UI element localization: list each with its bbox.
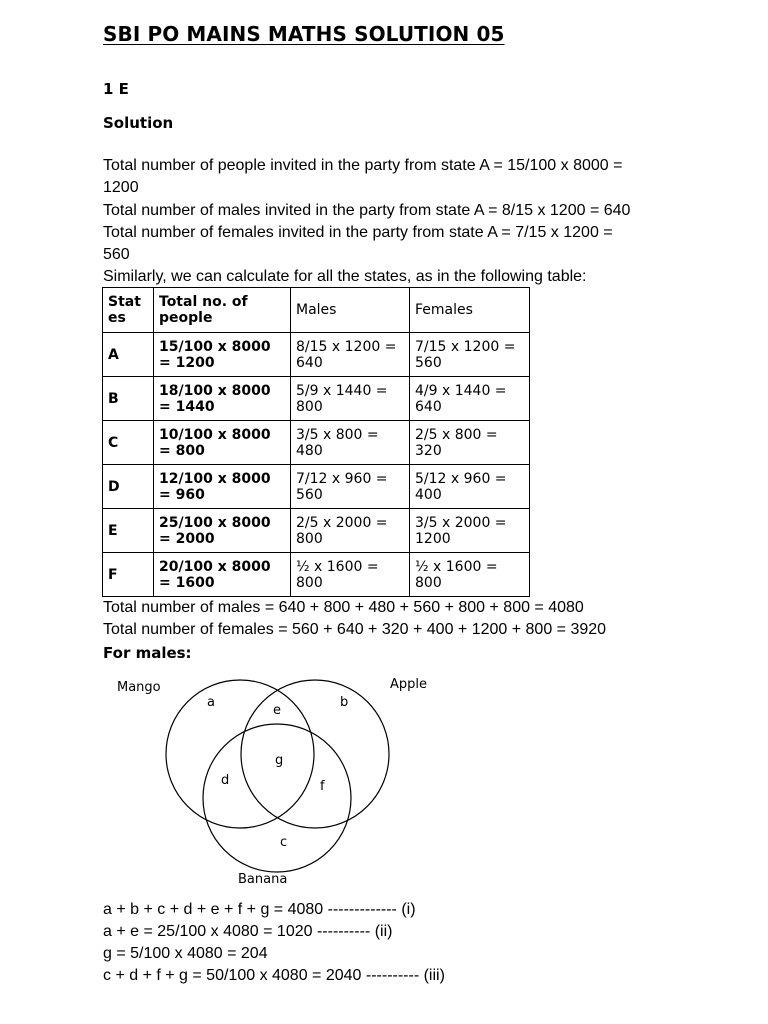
region-label-d: d — [221, 773, 230, 788]
intro-line: 1200 — [103, 179, 139, 197]
cell-state: B — [103, 377, 154, 421]
set-label-apple: Apple — [390, 677, 428, 692]
cell-males: 5/9 x 1440 = 800 — [291, 377, 410, 421]
cell-state: A — [103, 333, 154, 377]
intro-line: Total number of females invited in the party from state A = 7/15 x 1200 = — [103, 223, 613, 241]
header-states: Stat es — [103, 288, 154, 333]
cell-females: 2/5 x 800 = 320 — [410, 421, 530, 465]
table-row — [103, 465, 530, 509]
cell-females: 5/12 x 960 = 400 — [410, 465, 530, 509]
cell-females: ½ x 1600 = 800 — [410, 553, 530, 597]
banana-circle — [203, 724, 351, 872]
table-row — [103, 509, 530, 553]
cell-total: 25/100 x 8000 = 2000 — [154, 509, 291, 553]
set-label-mango: Mango — [117, 680, 161, 695]
cell-males: 3/5 x 800 = 480 — [291, 421, 410, 465]
question-label: 1 E — [103, 80, 129, 98]
cell-females: 4/9 x 1440 = 640 — [410, 377, 530, 421]
intro-line: Total number of people invited in the party from state A = 15/100 x 8000 = — [103, 157, 623, 174]
table-row — [103, 377, 530, 421]
table-row — [103, 553, 530, 597]
mango-circle — [166, 680, 314, 828]
cell-males: 2/5 x 2000 = 800 — [291, 509, 410, 553]
equation-line: a + b + c + d + e + f + g = 4080 ------------- (i) — [103, 901, 416, 918]
equation-line: c + d + f + g = 50/100 x 4080 = 2040 ---------- (iii) — [103, 967, 445, 984]
apple-circle — [241, 680, 389, 828]
cell-females: 7/15 x 1200 = 560 — [410, 333, 530, 377]
header-males: Males — [291, 288, 410, 333]
region-label-a: a — [207, 695, 215, 710]
table-row — [103, 333, 530, 377]
cell-state: F — [103, 553, 154, 597]
region-label-b: b — [340, 695, 349, 710]
intro-paragraph — [103, 155, 663, 289]
venn-diagram — [100, 668, 460, 893]
intro-line: 560 — [103, 246, 130, 264]
set-label-banana: Banana — [238, 872, 288, 887]
cell-males: ½ x 1600 = 800 — [291, 553, 410, 597]
cell-total: 15/100 x 8000 = 1200 — [154, 333, 291, 377]
solution-label: Solution — [103, 114, 174, 132]
equation-line: g = 5/100 x 4080 = 204 — [103, 945, 268, 962]
region-label-e: e — [273, 703, 281, 718]
cell-males: 7/12 x 960 = 560 — [291, 465, 410, 509]
intro-line: Similarly, we can calculate for all the states, as in the following table: — [103, 268, 587, 286]
cell-state: C — [103, 421, 154, 465]
page-title: SBI PO MAINS MATHS SOLUTION 05 — [103, 22, 505, 46]
table-row — [103, 421, 530, 465]
cell-males: 8/15 x 1200 = 640 — [291, 333, 410, 377]
region-label-c: c — [280, 835, 288, 850]
region-label-g: g — [275, 753, 284, 768]
cell-total: 18/100 x 8000 = 1440 — [154, 377, 291, 421]
equation-line: a + e = 25/100 x 4080 = 1020 ---------- (ii) — [103, 923, 393, 940]
states-table — [102, 287, 530, 597]
cell-total: 12/100 x 8000 = 960 — [154, 465, 291, 509]
cell-state: D — [103, 465, 154, 509]
cell-females: 3/5 x 2000 = 1200 — [410, 509, 530, 553]
header-total-people: Total no. of people — [154, 288, 291, 333]
total-females-line: Total number of females = 560 + 640 + 320 + 400 + 1200 + 800 = 3920 — [103, 621, 607, 638]
intro-line: Total number of males invited in the party from state A = 8/15 x 1200 = 640 — [103, 201, 631, 219]
header-females: Females — [410, 288, 530, 333]
cell-total: 20/100 x 8000 = 1600 — [154, 553, 291, 597]
cell-total: 10/100 x 8000 = 800 — [154, 421, 291, 465]
table-header-row — [103, 288, 530, 333]
region-label-f: f — [320, 779, 325, 794]
cell-state: E — [103, 509, 154, 553]
total-males-line: Total number of males = 640 + 800 + 480 + 560 + 800 + 800 = 4080 — [103, 599, 584, 616]
for-males-label: For males: — [103, 644, 192, 662]
